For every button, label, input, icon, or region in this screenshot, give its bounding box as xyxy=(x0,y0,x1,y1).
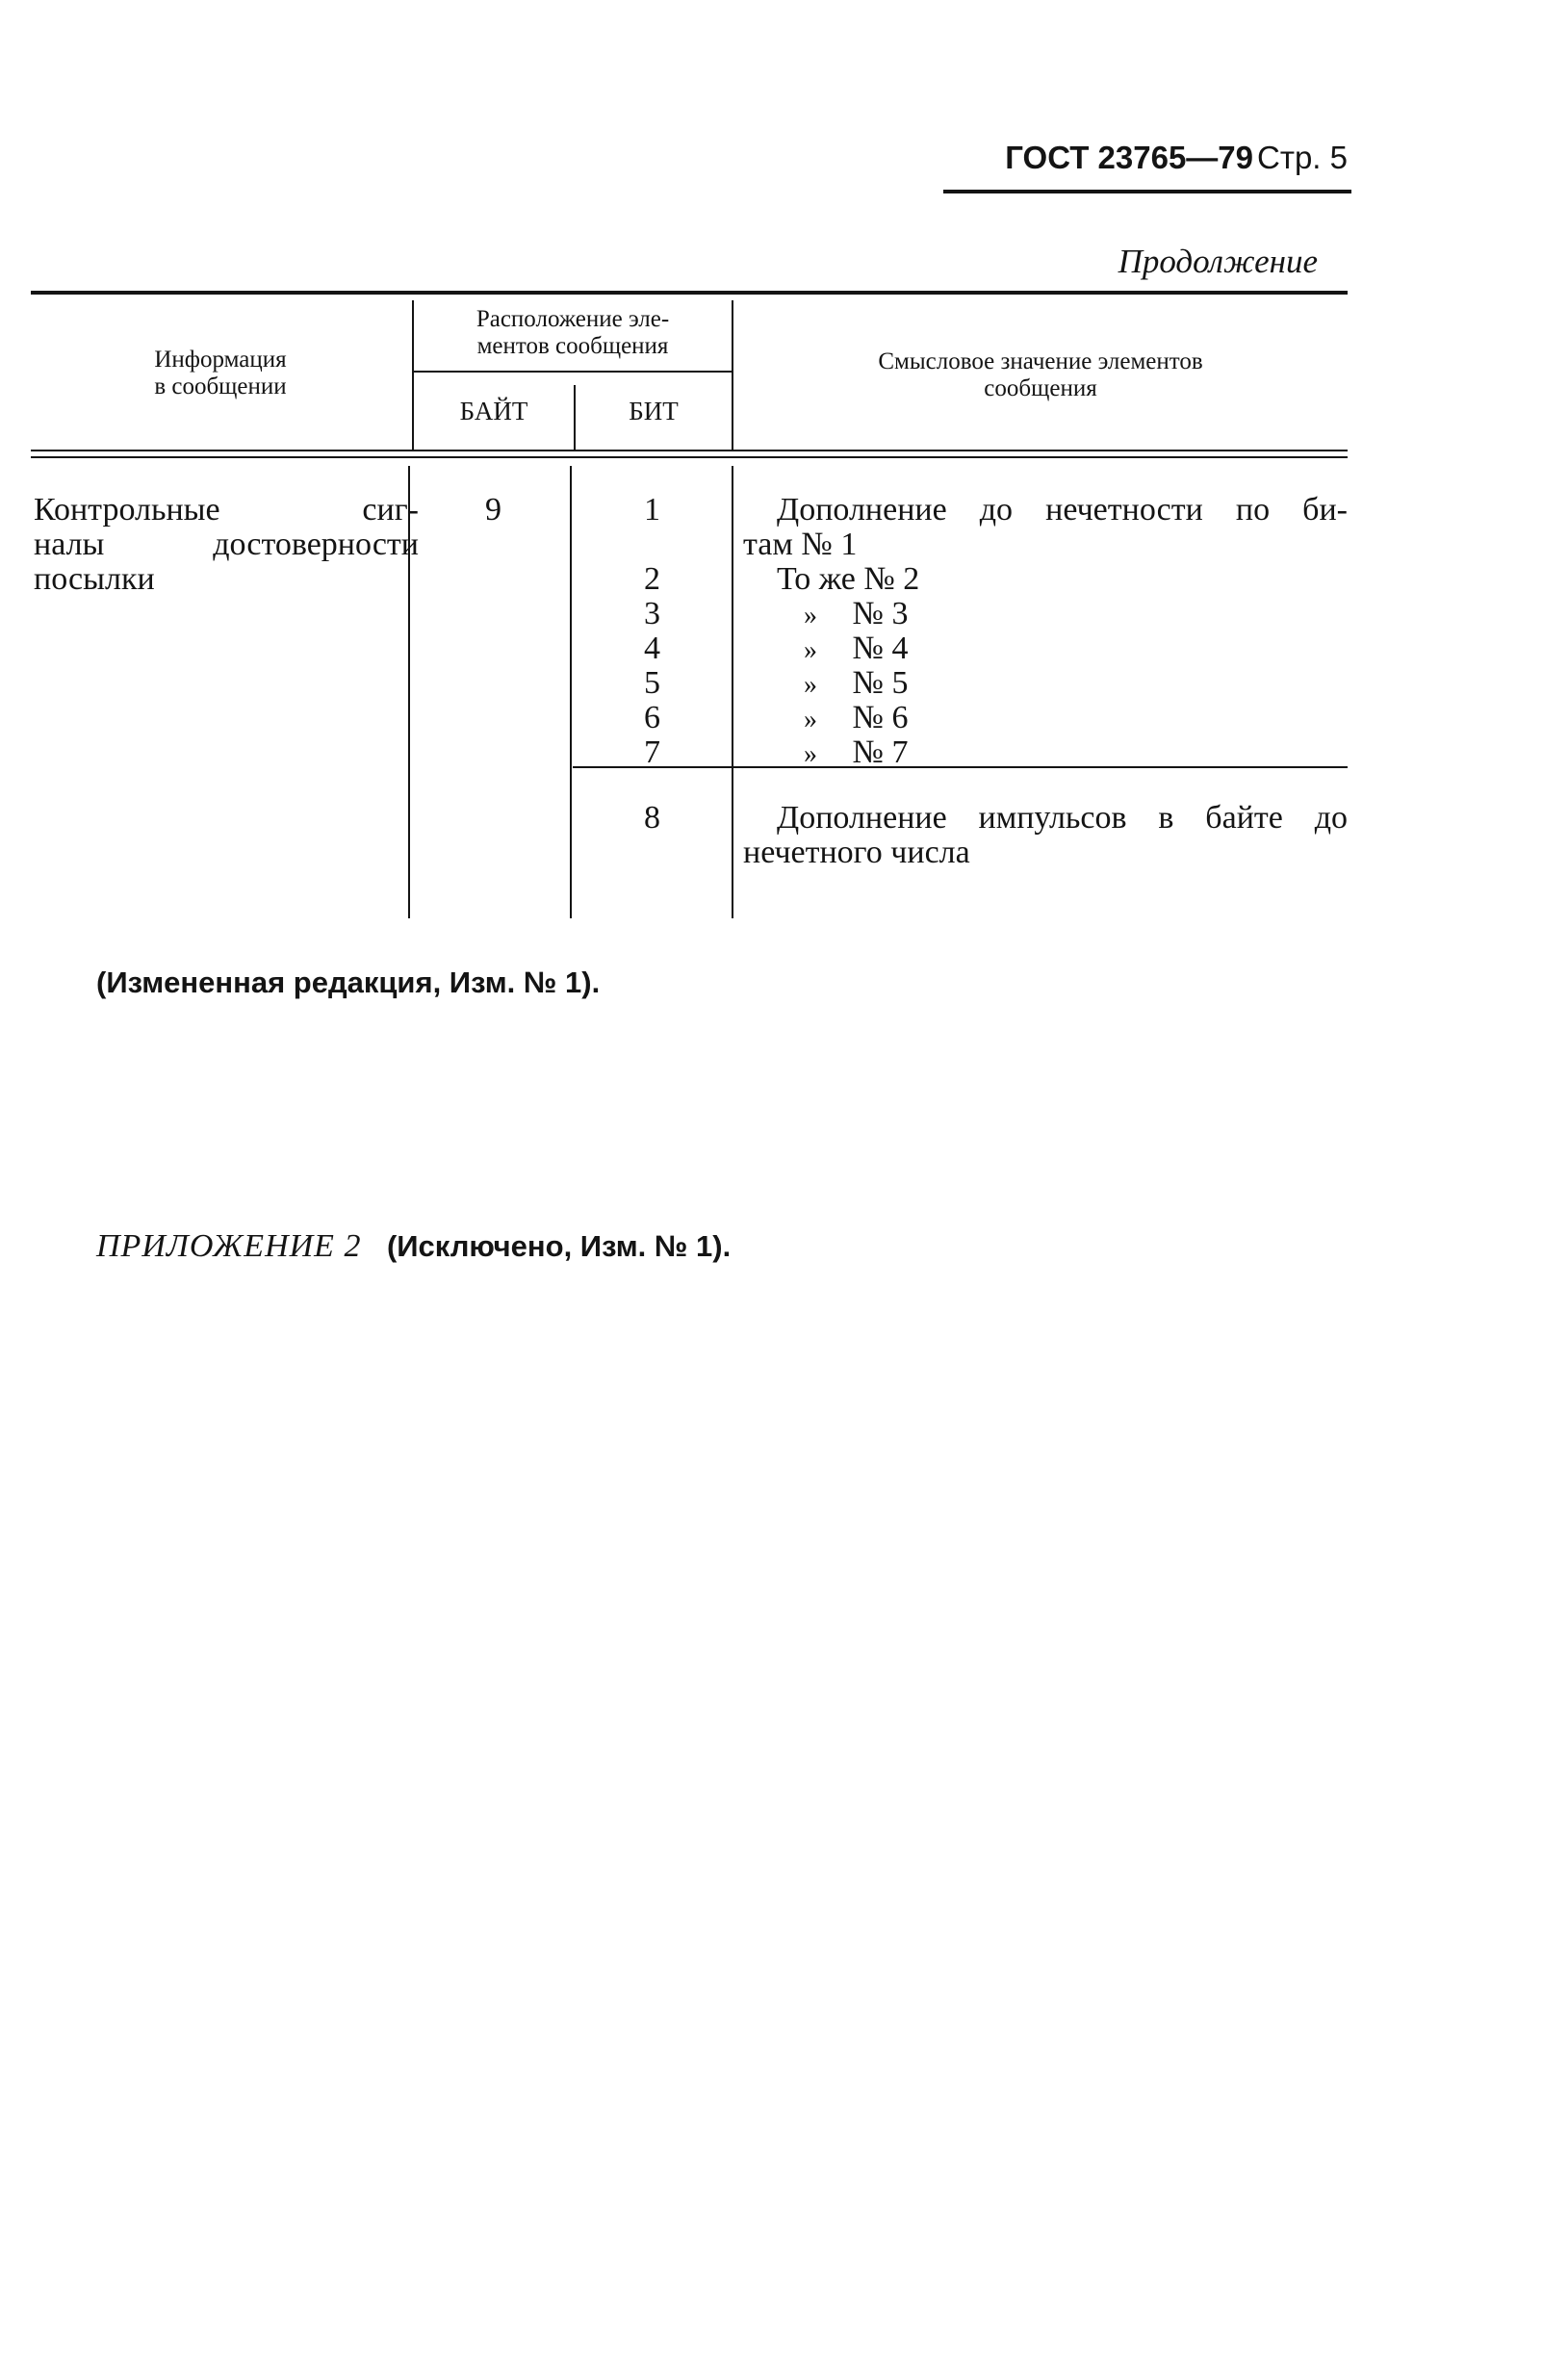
continuation-label: Продолжение xyxy=(1118,243,1318,280)
table-top-rule xyxy=(31,291,1348,295)
bit-value: 1 xyxy=(644,492,660,528)
bit-value: 7 xyxy=(644,734,660,770)
meaning-bit-4: » № 4 xyxy=(777,631,1348,666)
ditto-mark: » xyxy=(804,670,817,700)
appendix-title: ПРИЛОЖЕНИЕ 2 xyxy=(96,1228,362,1264)
ditto-mark: » xyxy=(804,739,817,769)
header-byte: БАЙТ xyxy=(459,397,528,425)
appendix-note: (Исключено, Изм. № 1). xyxy=(386,1229,732,1263)
header-rule xyxy=(943,190,1351,193)
bit-value: 2 xyxy=(644,561,660,597)
meaning-bit-3: » № 3 xyxy=(777,597,1348,631)
meaning-bit-8: Дополнение импульсов в байте до нечетного числа xyxy=(743,800,1348,870)
ditto-mark: » xyxy=(804,705,817,734)
bit-value: 4 xyxy=(644,631,660,666)
meaning-bit-2: То же № 2 xyxy=(777,561,920,597)
header-info: Информация в сообщении xyxy=(154,347,287,399)
header-bottom-rule-1 xyxy=(31,450,1348,451)
bit-8: 8 xyxy=(644,800,660,836)
bit-value: 5 xyxy=(644,665,660,701)
row-byte: 9 xyxy=(485,492,501,528)
col-divider-byte-body xyxy=(570,466,572,918)
header-bottom-rule-2 xyxy=(31,456,1348,458)
meaning-bit-7: » № 7 xyxy=(777,735,1348,770)
row-info: Контрольные сиг- налы достоверности посылки xyxy=(34,492,419,597)
bit-value xyxy=(578,528,727,562)
header-bit: БИТ xyxy=(629,397,679,425)
ditto-mark: » xyxy=(804,635,817,665)
header-position: Расположение эле- ментов сообщения xyxy=(476,306,670,359)
header-meaning: Смысловое значение элементов сообщения xyxy=(878,348,1203,401)
row-meaning: Дополнение до нечетности по би- там № 1 То же № 2 » № 3 » № 4 » № 5 » № 6 » № 7 xyxy=(743,492,1348,770)
ditto-mark: » xyxy=(804,601,817,631)
appendix-line xyxy=(96,1228,731,1265)
row-bits xyxy=(578,493,727,770)
meaning-bit-5: » № 5 xyxy=(777,666,1348,701)
amendment-note: (Измененная редакция, Изм. № 1). xyxy=(96,966,601,999)
page-header xyxy=(924,140,1348,176)
bit-value: 3 xyxy=(644,596,660,631)
position-subheader-rule xyxy=(414,371,732,373)
meaning-bit-6: » № 6 xyxy=(777,701,1348,735)
page-number: Стр. 5 xyxy=(1257,140,1348,175)
col-divider-bit-body xyxy=(732,466,733,918)
bit-value: 6 xyxy=(644,700,660,735)
standard-number: ГОСТ 23765—79 xyxy=(1005,140,1253,175)
